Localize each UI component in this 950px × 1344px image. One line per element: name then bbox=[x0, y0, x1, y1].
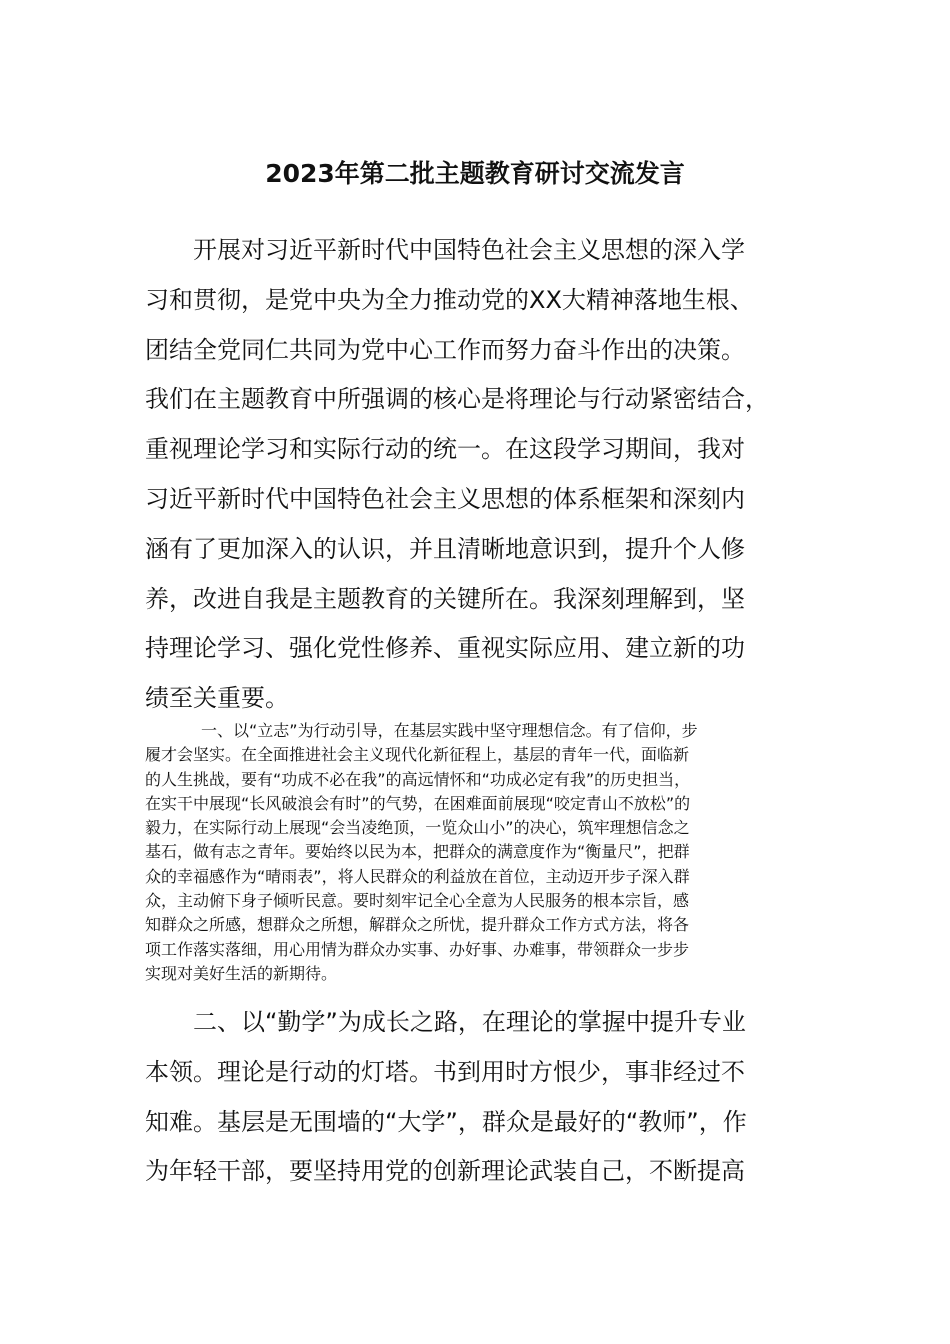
section-one-line: 项工作落实落细，用心用情为群众办实事、办好事、办难事，带领群众一步步 bbox=[145, 939, 690, 959]
section-one-line: 履才会坚实。在全面推进社会主义现代化新征程上，基层的青年一代，面临新 bbox=[145, 745, 690, 765]
intro-line: 习和贯彻，是党中央为全力推动党的XX大精神落地生根、 bbox=[145, 285, 754, 314]
section-two-line: 为年轻干部，要坚持用党的创新理论武装自己，不断提高 bbox=[145, 1157, 745, 1186]
document-title: 2023年第二批主题教育研讨交流发言 bbox=[265, 159, 685, 188]
section-two-line: 二、以“勤学”为成长之路，在理论的掌握中提升专业 bbox=[193, 1008, 746, 1036]
section-one-line: 一、以“立志”为行动引导，在基层实践中坚守理想信念。有了信仰，步 bbox=[201, 721, 698, 740]
intro-paragraph bbox=[145, 226, 825, 724]
section-one-line: 实现对美好生活的新期待。 bbox=[145, 963, 338, 983]
intro-line: 涵有了更加深入的认识，并且清晰地意识到，提升个人修 bbox=[145, 534, 745, 563]
intro-line: 持理论学习、强化党性修养、重视实际应用、建立新的功 bbox=[145, 634, 745, 663]
intro-line: 开展对习近平新时代中国特色社会主义思想的深入学 bbox=[193, 236, 745, 264]
section-two-paragraph bbox=[145, 998, 825, 1197]
section-one-line: 毅力，在实际行动上展现“会当凌绝顶，一览众山小”的决心，筑牢理想信念之 bbox=[145, 818, 690, 838]
section-one-line: 的人生挑战，要有“功成不必在我”的高远情怀和“功成必定有我”的历史担当， bbox=[145, 769, 691, 789]
intro-line: 绩至关重要。 bbox=[145, 684, 289, 713]
section-one-line: 知群众之所感，想群众之所想，解群众之所忧，提升群众工作方式方法，将各 bbox=[145, 915, 690, 935]
intro-line: 习近平新时代中国特色社会主义思想的体系框架和深刻内 bbox=[145, 484, 745, 513]
intro-line: 我们在主题教育中所强调的核心是将理论与行动紧密结合， bbox=[145, 385, 769, 414]
intro-line: 重视理论学习和实际行动的统一。在这段学习期间，我对 bbox=[145, 435, 745, 464]
section-one-line: 基石，做有志之青年。要始终以民为本，把群众的满意度作为“衡量尺”，把群 bbox=[145, 842, 690, 862]
section-one-paragraph bbox=[145, 719, 805, 986]
section-one-line: 众，主动俯下身子倾听民意。要时刻牢记全心全意为人民服务的根本宗旨，感 bbox=[145, 891, 690, 911]
section-one-line: 在实干中展现“长风破浪会有时”的气势，在困难面前展现“咬定青山不放松”的 bbox=[145, 793, 691, 813]
section-one-line: 众的幸福感作为“晴雨表”，将人民群众的利益放在首位，主动迈开步子深入群 bbox=[145, 866, 690, 886]
section-two-line: 知难。基层是无围墙的“大学”，群众是最好的“教师”，作 bbox=[145, 1107, 747, 1136]
intro-line: 养，改进自我是主题教育的关键所在。我深刻理解到，坚 bbox=[145, 584, 745, 613]
section-two-line: 本领。理论是行动的灯塔。书到用时方恨少，事非经过不 bbox=[145, 1057, 745, 1086]
intro-line: 团结全党同仁共同为党中心工作而努力奋斗作出的决策。 bbox=[145, 335, 745, 364]
